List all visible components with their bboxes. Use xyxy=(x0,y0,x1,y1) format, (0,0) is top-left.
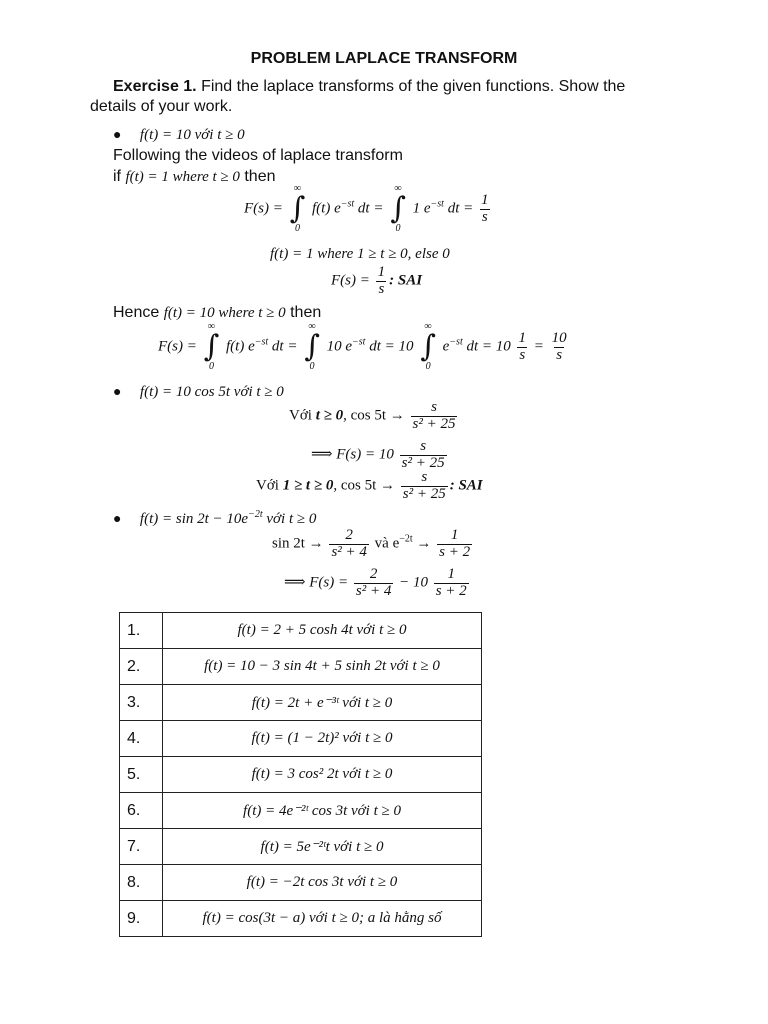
ex3-l1-arrow: → xyxy=(416,535,432,552)
eq1-tail-2: dt = xyxy=(447,200,474,217)
if-text: if xyxy=(113,168,121,185)
integral-sign: ∞ ∫ 0 xyxy=(203,321,220,372)
equation-4 xyxy=(158,322,571,372)
ex3-l2-mid: − 10 xyxy=(399,574,428,591)
eq4-exp-1: −st xyxy=(254,336,269,348)
table-row xyxy=(120,901,482,937)
row-number: 4. xyxy=(120,721,163,757)
eq4-exp-2: −st xyxy=(352,336,366,348)
ex3-l1-fraction-1: $\frac{2}{\text{s² + 4}}$ xyxy=(331,527,367,560)
row-function: f(t) = 2 + 5 cosh 4t với t ≥ 0 xyxy=(163,613,482,649)
row-number: 9. xyxy=(120,901,163,937)
table-row xyxy=(120,793,482,829)
row-number: 7. xyxy=(120,829,163,865)
row-function: f(t) = 4e⁻²ᵗ cos 3t với t ≥ 0 xyxy=(163,793,482,829)
bullet-dot: ● xyxy=(113,510,122,526)
row-number: 6. xyxy=(120,793,163,829)
ex2-l1-bold: t ≥ 0 xyxy=(315,407,344,424)
eq1-tail-1: dt = xyxy=(357,200,384,217)
table-row xyxy=(120,685,482,721)
eq4-tail-3: dt = 10 xyxy=(466,338,511,355)
integral-sign: ∞ ∫ 0 xyxy=(420,321,436,372)
eq4-integrand-3: e xyxy=(442,338,450,355)
eq4-integrand-1: f(t) e xyxy=(226,338,255,355)
ex2-l3-sai: : SAI xyxy=(449,477,483,494)
eq1-integrand-1: f(t) e xyxy=(312,200,341,217)
hence-then: then xyxy=(290,304,322,321)
example-3-line-2 xyxy=(284,567,471,600)
ex2-l3-pre: Với xyxy=(256,477,279,494)
exercise-label: Exercise 1. xyxy=(113,78,197,95)
row-number: 8. xyxy=(120,865,163,901)
ex3-l1-fraction-2: $\frac{1}{s + 2}$ xyxy=(439,527,471,560)
hence-math: f(t) = 10 where t ≥ 0 xyxy=(163,305,286,321)
bullet-example-3-formula: $f(t) = \sin 2t - 10e^{-2t}$ với t ≥ 0 xyxy=(139,509,317,527)
eq1-lhs: F(s) = xyxy=(244,200,283,217)
bullet-example-1-formula: f(t) = 10 với t ≥ 0 xyxy=(139,127,245,143)
table-row xyxy=(120,757,482,793)
eq1-fraction: $\frac{1}{s}$ xyxy=(481,191,489,225)
then-text: then xyxy=(244,168,276,185)
hence-text: Hence xyxy=(113,304,160,321)
row-function: f(t) = (1 − 2t)² với t ≥ 0 xyxy=(163,721,482,757)
eq3-fraction: $\frac{1}{s}$ xyxy=(377,264,386,297)
ex2-l2-fraction: $\frac{s}{\text{s² + 25}}$ xyxy=(401,438,445,471)
row-function: f(t) = 5e⁻²ᵗt với t ≥ 0 xyxy=(163,829,482,865)
ex2-l1-mid: , cos 5t → xyxy=(343,407,405,424)
table-row xyxy=(120,829,482,865)
if-condition-math: f(t) = 1 where t ≥ 0 xyxy=(125,169,240,185)
row-number: 3. xyxy=(120,685,163,721)
ex2-l3-bold: 1 ≥ t ≥ 0 xyxy=(282,477,334,494)
integral-sign: ∞ ∫ 0 xyxy=(390,183,406,234)
eq4-fraction-1: $\frac{1}{s}$ xyxy=(518,329,527,363)
eq1-integrand-2: 1 e xyxy=(412,200,431,217)
row-function: f(t) = 2t + e⁻³ᵗ với t ≥ 0 xyxy=(163,685,482,721)
ex3-l1-exp: −2t xyxy=(399,533,413,545)
integral-sign: ∞ ∫ 0 xyxy=(304,321,320,372)
bullet-example-2 xyxy=(113,383,284,401)
row-function: f(t) = −2t cos 3t với t ≥ 0 xyxy=(163,865,482,901)
ex2-l1-pre: Với xyxy=(289,407,312,424)
ex3-l2-fraction-1: $\frac{2}{\text{s² + 4}}$ xyxy=(355,566,392,599)
table-row xyxy=(120,613,482,649)
eq4-integrand-2: 10 e xyxy=(326,338,353,355)
exercise-statement xyxy=(113,78,625,96)
page-title: PROBLEM LAPLACE TRANSFORM xyxy=(250,50,518,67)
bullet-example-3 xyxy=(113,509,316,528)
ex2-l3-mid: , cos 5t → xyxy=(333,477,395,494)
ex2-l1-fraction: $\frac{s}{\text{s² + 25}}$ xyxy=(412,399,456,432)
row-function: f(t) = cos(3t − a) với t ≥ 0; a là hằng số xyxy=(163,901,482,937)
bullet-dot: ● xyxy=(113,126,122,142)
row-number: 1. xyxy=(120,613,163,649)
bullet-example-1 xyxy=(113,126,245,144)
row-number: 2. xyxy=(120,649,163,685)
eq4-tail-2: dt = 10 xyxy=(369,338,414,355)
bullet-example-2-formula: f(t) = 10 cos 5t với t ≥ 0 xyxy=(139,384,284,400)
ex3-l1-pre: sin 2t → xyxy=(272,535,324,552)
eq3-sai: : SAI xyxy=(389,272,423,289)
example-2-line-2 xyxy=(311,439,449,472)
eq4-equals: = xyxy=(533,338,544,355)
table-row xyxy=(120,649,482,685)
ex3-l1-mid: và e xyxy=(374,535,400,552)
ex2-l2-pre: ⟹ F(s) = 10 xyxy=(311,446,394,463)
equation-3 xyxy=(331,265,422,298)
exercise-table xyxy=(119,612,482,937)
equation-2: f(t) = 1 where 1 ≥ t ≥ 0, else 0 xyxy=(270,246,450,262)
example-3-line-1 xyxy=(272,528,474,561)
ex2-l3-fraction: $\frac{s}{\text{s² + 25}}$ xyxy=(402,469,446,502)
table-row xyxy=(120,721,482,757)
ex3-l2-pre: ⟹ F(s) = xyxy=(284,574,349,591)
row-function: f(t) = 3 cos² 2t với t ≥ 0 xyxy=(163,757,482,793)
eq4-lhs: F(s) = xyxy=(158,338,197,355)
example-2-line-1 xyxy=(289,400,459,433)
eq1-exp-1: −st xyxy=(340,198,355,210)
eq1-exp-2: −st xyxy=(430,198,444,210)
row-function: f(t) = 10 − 3 sin 4t + 5 sinh 2t với t ≥ 0 xyxy=(163,649,482,685)
table-row xyxy=(120,865,482,901)
eq4-exp-3: −st xyxy=(449,336,463,348)
exercise-text-line2: details of your work. xyxy=(90,98,233,115)
equation-1 xyxy=(244,184,493,234)
example-1-line-1: Following the videos of laplace transform xyxy=(113,147,403,164)
exercise-text-line1: Find the laplace transforms of the given functions. Show the xyxy=(201,78,626,95)
ex3-l2-fraction-2: $\frac{1}{s + 2}$ xyxy=(435,566,467,599)
eq4-tail-1: dt = xyxy=(271,338,298,355)
bullet-dot: ● xyxy=(113,383,122,399)
example-2-line-3 xyxy=(256,470,483,503)
eq4-fraction-2: $\frac{10}{s}$ xyxy=(551,329,567,363)
hence-line xyxy=(113,304,321,322)
row-number: 5. xyxy=(120,757,163,793)
integral-sign: ∞ ∫ 0 xyxy=(289,183,306,234)
eq3-lhs: F(s) = xyxy=(331,272,370,289)
